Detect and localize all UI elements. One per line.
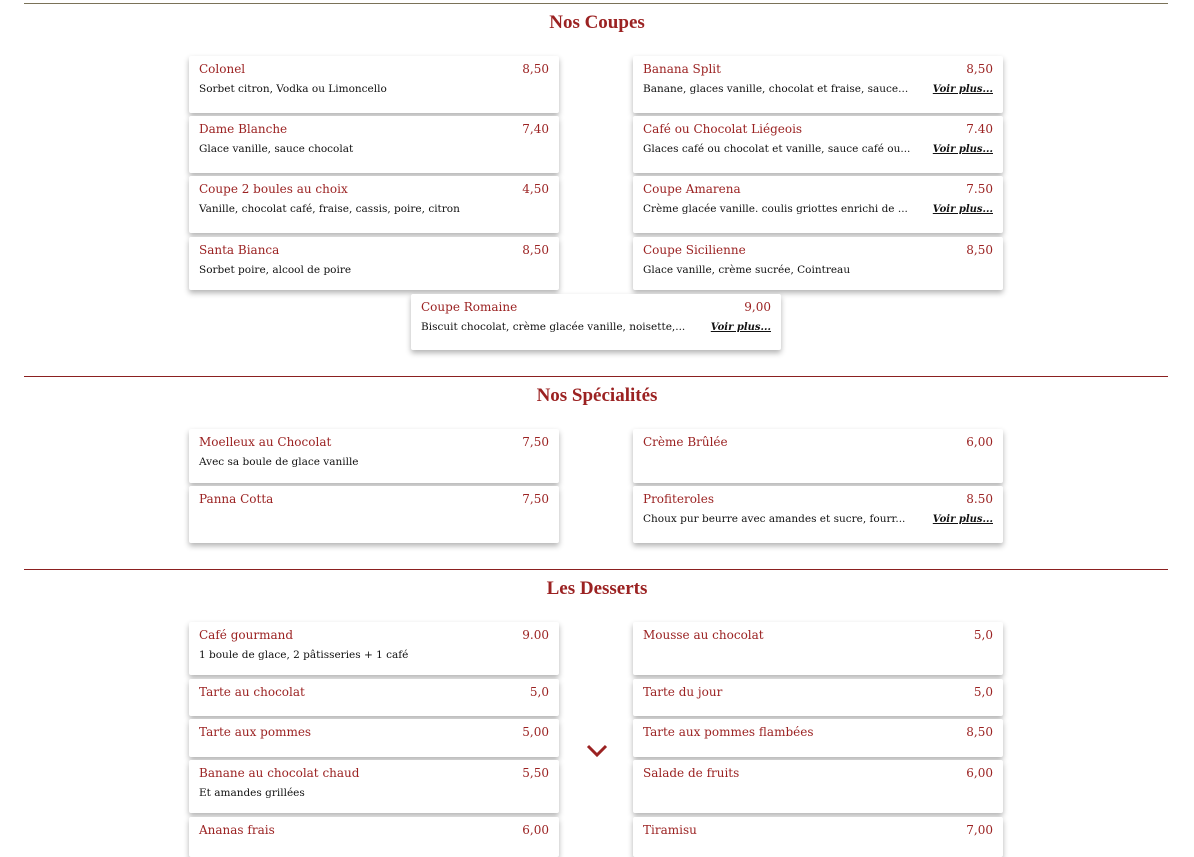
menu-item-card[interactable] [189,486,559,543]
menu-item-card[interactable] [189,622,559,675]
top-divider [24,3,1168,4]
item-name: Coupe 2 boules au choix [199,182,348,196]
chevron-down-icon[interactable] [586,742,608,758]
item-price: 5,0 [973,685,993,699]
item-name: Café ou Chocolat Liégeois [643,122,803,136]
item-price: 5,50 [522,766,549,780]
item-name: Tarte aux pommes [199,725,312,739]
menu-item-card[interactable] [633,719,1003,757]
item-price: 8,50 [966,243,993,257]
item-name: Ananas frais [199,823,275,837]
menu-item-card[interactable] [633,486,1003,543]
item-description: Glace vanille, sauce chocolat [199,143,354,155]
section-divider [24,569,1168,570]
menu-item-card[interactable] [633,176,1003,233]
item-name: Banane au chocolat chaud [199,766,360,780]
item-price: 9.00 [522,628,549,642]
menu-item-card[interactable] [189,237,559,290]
item-price: 4,50 [522,182,549,196]
item-description: Sorbet citron, Vodka ou Limoncello [199,83,387,95]
item-description: Glaces café ou chocolat et vanille, sauce café ou... [643,143,911,155]
item-price: 9,00 [744,300,771,314]
item-price: 5,00 [522,725,549,739]
menu-item-card[interactable] [189,760,559,813]
menu-item-card[interactable] [189,719,559,757]
item-description: Avec sa boule de glace vanille [199,456,359,468]
menu-item-card[interactable] [633,817,1003,857]
menu-item-card[interactable] [633,56,1003,113]
item-price: 7.40 [966,122,993,136]
item-description: Vanille, chocolat café, fraise, cassis, poire, citron [199,203,460,215]
menu-item-card[interactable] [189,56,559,113]
item-name: Coupe Sicilienne [643,243,746,257]
voir-plus-link[interactable]: Voir plus... [932,204,993,215]
item-price: 8,50 [522,62,549,76]
item-name: Coupe Romaine [421,300,518,314]
menu-item-card[interactable] [411,294,781,350]
section-title-specialites: Nos Spécialités [536,385,658,406]
item-price: 8,50 [966,725,993,739]
item-price: 5,0 [973,628,993,642]
menu-item-card[interactable] [633,116,1003,173]
item-price: 7,40 [522,122,549,136]
item-price: 8,50 [522,243,549,257]
menu-item-card[interactable] [633,237,1003,290]
item-name: Tarte du jour [643,685,723,699]
item-name: Colonel [199,62,246,76]
item-name: Profiteroles [643,492,715,506]
item-price: 6,00 [522,823,549,837]
item-price: 7,50 [522,492,549,506]
menu-item-card[interactable] [633,622,1003,675]
section-title-desserts: Les Desserts [546,578,648,599]
item-name: Coupe Amarena [643,182,741,196]
menu-item-card[interactable] [633,429,1003,483]
item-description: Choux pur beurre avec amandes et sucre, fourr... [643,513,906,525]
voir-plus-link[interactable]: Voir plus... [932,514,993,525]
voir-plus-link[interactable]: Voir plus... [710,322,771,333]
menu-item-card[interactable] [633,679,1003,716]
menu-item-card[interactable] [189,176,559,233]
menu-item-card[interactable] [633,760,1003,813]
item-description: Banane, glaces vanille, chocolat et fraise, sauce... [643,83,909,95]
item-name: Panna Cotta [199,492,274,506]
menu-item-card[interactable] [189,429,559,483]
item-name: Banana Split [643,62,721,76]
item-name: Salade de fruits [643,766,740,780]
section-divider [24,376,1168,377]
item-name: Tiramisu [643,823,697,837]
item-name: Crème Brûlée [643,435,728,449]
item-description: Sorbet poire, alcool de poire [199,264,352,276]
item-price: 5,0 [529,685,549,699]
item-description: Biscuit chocolat, crème glacée vanille, noisette,... [421,321,686,333]
voir-plus-link[interactable]: Voir plus... [932,144,993,155]
item-description: 1 boule de glace, 2 pâtisseries + 1 café [199,649,409,661]
section-title-coupes: Nos Coupes [549,12,645,33]
item-price: 8,50 [966,62,993,76]
item-price: 8.50 [966,492,993,506]
item-price: 7.50 [966,182,993,196]
item-price: 6,00 [966,766,993,780]
item-description: Glace vanille, crème sucrée, Cointreau [643,264,851,276]
item-price: 6,00 [966,435,993,449]
item-name: Café gourmand [199,628,294,642]
item-name: Santa Bianca [199,243,280,257]
item-name: Moelleux au Chocolat [199,435,332,449]
menu-item-card[interactable] [189,116,559,173]
voir-plus-link[interactable]: Voir plus... [932,84,993,95]
item-name: Tarte au chocolat [199,685,305,699]
item-name: Tarte aux pommes flambées [643,725,814,739]
item-name: Mousse au chocolat [643,628,764,642]
item-price: 7,00 [966,823,993,837]
menu-item-card[interactable] [189,817,559,857]
item-description: Crème glacée vanille. coulis griottes enrichi de ... [643,203,908,215]
menu-item-card[interactable] [189,679,559,716]
item-description: Et amandes grillées [199,787,305,799]
item-price: 7,50 [522,435,549,449]
item-name: Dame Blanche [199,122,288,136]
